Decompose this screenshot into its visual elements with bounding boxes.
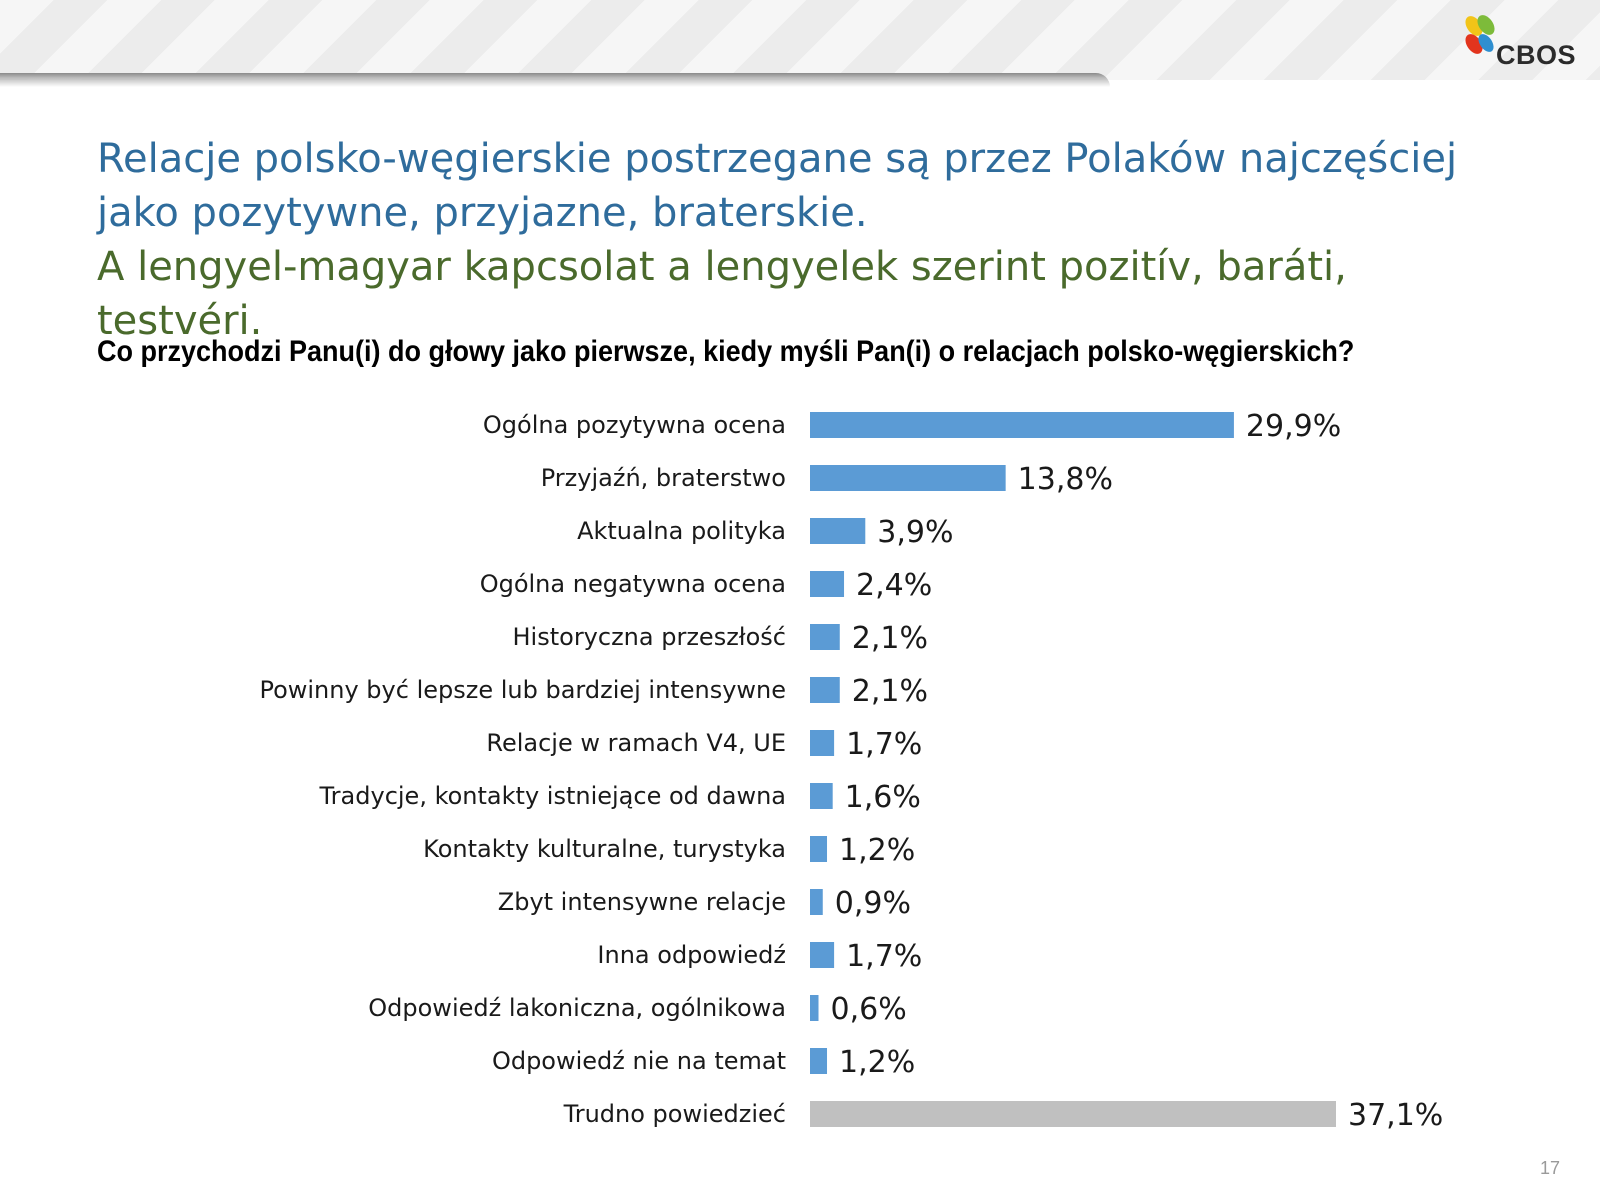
category-label: Ogólna negatywna ocena (479, 570, 786, 598)
bar (810, 730, 834, 756)
category-label: Relacje w ramach V4, UE (486, 729, 786, 757)
bar (810, 836, 827, 862)
category-label: Odpowiedź lakoniczna, ogólnikowa (368, 994, 786, 1022)
bar (810, 624, 840, 650)
category-label: Trudno powiedzieć (563, 1100, 786, 1128)
header-band (0, 0, 1600, 80)
category-label: Tradycje, kontakty istniejące od dawna (319, 782, 786, 810)
category-label: Aktualna polityka (577, 517, 786, 545)
page-title-hungarian: A lengyel-magyar kapcsolat a lengyelek szerint pozitív, baráti, testvéri. (97, 244, 1347, 344)
page-title-polish: Relacje polsko-węgierskie postrzegane są przez Polaków najczęściej jako pozytywne, przyjazne, braterskie. (97, 136, 1458, 236)
category-label: Ogólna pozytywna ocena (482, 411, 786, 439)
bar (810, 1101, 1336, 1127)
bar-chart (0, 400, 1600, 1140)
bar (810, 571, 844, 597)
survey-question: Co przychodzi Panu(i) do głowy jako pierwsze, kiedy myśli Pan(i) o relacjach polsko-węgierskich? (97, 335, 1355, 368)
data-label: 2,1% (851, 674, 928, 709)
data-label: 2,1% (851, 621, 928, 656)
data-label: 1,2% (839, 1045, 916, 1080)
header-divider (0, 73, 1110, 87)
data-label: 13,8% (1017, 462, 1113, 497)
category-label: Odpowiedź nie na temat (491, 1047, 786, 1075)
page-number: 17 (1540, 1158, 1561, 1178)
category-label: Inna odpowiedź (597, 941, 786, 969)
bar (810, 465, 1006, 491)
data-label: 1,7% (846, 727, 923, 762)
data-label: 1,6% (844, 780, 921, 815)
cbos-logo (1462, 14, 1580, 70)
data-label: 29,9% (1245, 409, 1342, 444)
bar (810, 518, 865, 544)
bar (810, 783, 833, 809)
bar (810, 942, 834, 968)
data-label: 3,9% (877, 515, 954, 550)
data-label: 1,2% (839, 833, 916, 868)
bar (810, 677, 840, 703)
bar (810, 889, 823, 915)
bar (810, 1048, 827, 1074)
category-label: Zbyt intensywne relacje (497, 888, 786, 916)
category-label: Przyjaźń, braterstwo (540, 464, 786, 492)
data-label: 37,1% (1348, 1098, 1444, 1133)
logo-text: CBOS (1496, 40, 1577, 70)
data-label: 1,7% (846, 939, 923, 974)
category-label: Kontakty kulturalne, turystyka (423, 835, 786, 863)
bar (810, 995, 819, 1021)
data-label: 0,6% (830, 992, 907, 1027)
data-label: 2,4% (856, 568, 933, 603)
bar (810, 412, 1234, 438)
data-label: 0,9% (834, 886, 911, 921)
category-label: Historyczna przeszłość (512, 623, 786, 651)
category-label: Powinny być lepsze lub bardziej intensywne (259, 676, 786, 704)
